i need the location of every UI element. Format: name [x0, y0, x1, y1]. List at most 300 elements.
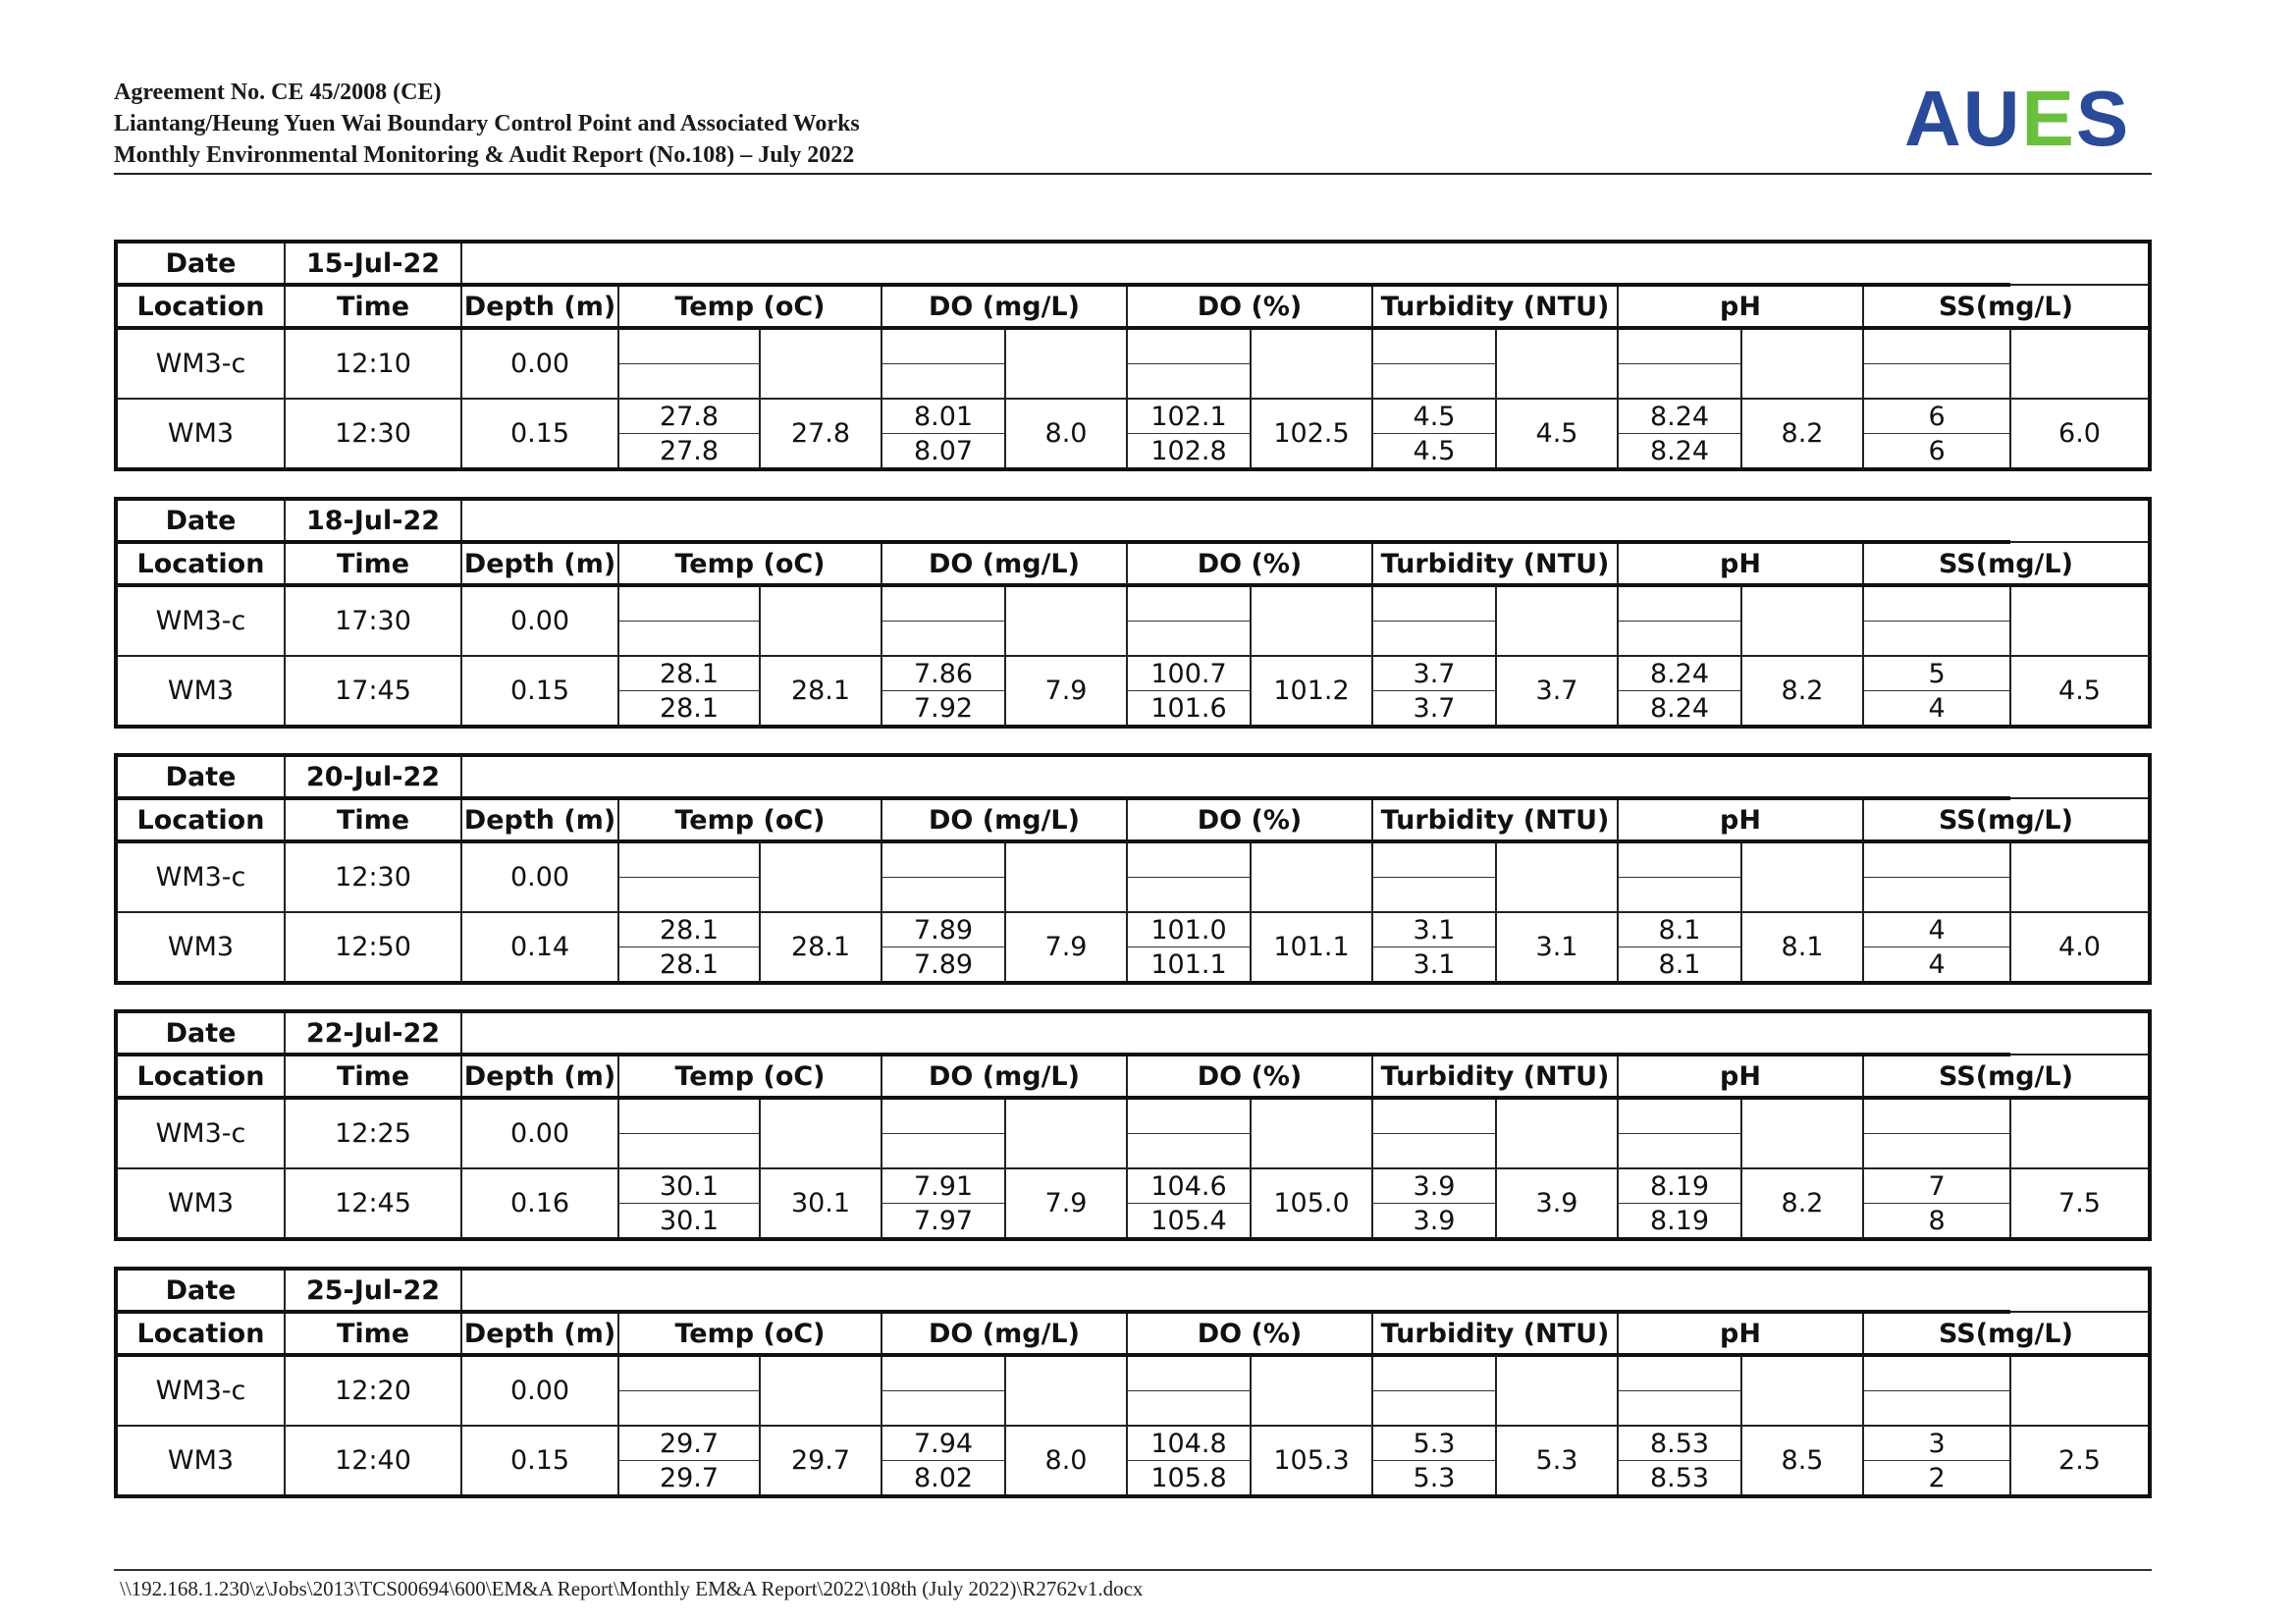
header-ss: SS(mg/L)	[1863, 285, 2150, 328]
do-pct-reading-1: 100.7	[1127, 656, 1251, 691]
date-row	[116, 499, 2150, 542]
control-depth: 0.00	[461, 328, 618, 399]
header-ph: pH	[1618, 1055, 1863, 1098]
header-location: Location	[116, 542, 285, 585]
control-ss-reading-2	[1863, 622, 2010, 657]
control-station-row	[116, 328, 2150, 364]
control-temp-reading-1	[618, 328, 760, 364]
ph-average: 8.2	[1741, 1168, 1863, 1239]
control-ss-average	[2010, 1098, 2150, 1168]
control-do-mgl-reading-1	[881, 585, 1005, 622]
temp-reading-2: 29.7	[618, 1461, 760, 1497]
monitoring-table	[114, 1009, 2152, 1241]
header-location: Location	[116, 1312, 285, 1355]
ph-average: 8.2	[1741, 656, 1863, 727]
header-turbidity: Turbidity (NTU)	[1372, 1055, 1618, 1098]
ph-reading-1: 8.1	[1618, 912, 1741, 947]
control-ph-reading-2	[1618, 878, 1741, 913]
ss-reading-2: 6	[1863, 434, 2010, 470]
header-do-pct: DO (%)	[1127, 1312, 1372, 1355]
date-value: 15-Jul-22	[285, 242, 461, 285]
control-depth: 0.00	[461, 1355, 618, 1426]
ph-average: 8.1	[1741, 912, 1863, 983]
control-ss-reading-1	[1863, 585, 2010, 622]
do-pct-reading-2: 105.4	[1127, 1204, 1251, 1240]
date-value: 25-Jul-22	[285, 1269, 461, 1312]
date-label: Date	[116, 755, 285, 798]
control-ph-average	[1741, 328, 1863, 399]
control-turbidity-reading-2	[1372, 1134, 1496, 1169]
station-time: 12:40	[285, 1426, 461, 1496]
control-station-row	[116, 585, 2150, 622]
control-temp-average	[760, 1355, 881, 1426]
header-location: Location	[116, 1055, 285, 1098]
control-do-pct-reading-2	[1127, 878, 1251, 913]
agreement-number: Agreement No. CE 45/2008 (CE)	[114, 80, 442, 105]
header-do-mgl: DO (mg/L)	[881, 542, 1127, 585]
control-turbidity-average	[1496, 1098, 1618, 1168]
control-do-pct-reading-2	[1127, 1134, 1251, 1169]
control-do-pct-reading-1	[1127, 1355, 1251, 1391]
do-mgl-average: 7.9	[1005, 1168, 1127, 1239]
do-mgl-reading-1: 7.91	[881, 1168, 1005, 1204]
control-do-pct-reading-2	[1127, 364, 1251, 400]
turbidity-reading-2: 3.7	[1372, 691, 1496, 728]
control-ss-reading-1	[1863, 328, 2010, 364]
control-do-pct-reading-1	[1127, 328, 1251, 364]
do-mgl-reading-1: 7.89	[881, 912, 1005, 947]
control-temp-reading-2	[618, 1134, 760, 1169]
column-header-row	[116, 1055, 2150, 1098]
do-pct-average: 101.2	[1251, 656, 1372, 727]
do-pct-reading-1: 102.1	[1127, 399, 1251, 434]
monitoring-table	[114, 753, 2152, 985]
do-pct-average: 105.3	[1251, 1426, 1372, 1496]
station-depth: 0.15	[461, 1426, 618, 1496]
do-mgl-reading-2: 7.89	[881, 947, 1005, 984]
header-location: Location	[116, 798, 285, 841]
date-label: Date	[116, 1269, 285, 1312]
temp-average: 29.7	[760, 1426, 881, 1496]
control-do-pct-reading-1	[1127, 1098, 1251, 1134]
date-value: 20-Jul-22	[285, 755, 461, 798]
header-depth: Depth (m)	[461, 542, 618, 585]
do-mgl-average: 8.0	[1005, 1426, 1127, 1496]
turbidity-reading-1: 3.9	[1372, 1168, 1496, 1204]
control-time: 17:30	[285, 585, 461, 656]
header-do-mgl: DO (mg/L)	[881, 285, 1127, 328]
control-ph-average	[1741, 1098, 1863, 1168]
header-temp: Temp (oC)	[618, 798, 881, 841]
ss-reading-1: 4	[1863, 912, 2010, 947]
header-do-pct: DO (%)	[1127, 285, 1372, 328]
control-temp-average	[760, 585, 881, 656]
control-ss-average	[2010, 841, 2150, 912]
control-time: 12:10	[285, 328, 461, 399]
header-ph: pH	[1618, 798, 1863, 841]
control-ss-reading-2	[1863, 878, 2010, 913]
control-temp-reading-1	[618, 841, 760, 878]
control-ph-reading-2	[1618, 364, 1741, 400]
control-turbidity-average	[1496, 328, 1618, 399]
turbidity-reading-2: 3.1	[1372, 947, 1496, 984]
header-depth: Depth (m)	[461, 1312, 618, 1355]
ss-average: 6.0	[2010, 399, 2150, 469]
ph-reading-2: 8.24	[1618, 691, 1741, 728]
control-do-pct-average	[1251, 585, 1372, 656]
ss-reading-1: 3	[1863, 1426, 2010, 1461]
ph-reading-1: 8.19	[1618, 1168, 1741, 1204]
project-title: Liantang/Heung Yuen Wai Boundary Control Point and Associated Works	[114, 111, 860, 136]
do-pct-reading-2: 101.1	[1127, 947, 1251, 984]
control-station-row	[116, 841, 2150, 878]
header-depth: Depth (m)	[461, 798, 618, 841]
control-station-row	[116, 1098, 2150, 1134]
date-row	[116, 242, 2150, 285]
control-ss-reading-1	[1863, 1355, 2010, 1391]
control-ss-reading-1	[1863, 841, 2010, 878]
do-mgl-average: 8.0	[1005, 399, 1127, 469]
header-do-pct: DO (%)	[1127, 1055, 1372, 1098]
ss-average: 7.5	[2010, 1168, 2150, 1239]
control-location: WM3-c	[116, 1355, 285, 1426]
ph-reading-1: 8.53	[1618, 1426, 1741, 1461]
date-row-blank	[461, 242, 2010, 285]
monitoring-station-row	[116, 1426, 2150, 1461]
do-pct-reading-1: 101.0	[1127, 912, 1251, 947]
do-pct-reading-2: 105.8	[1127, 1461, 1251, 1497]
monitoring-table	[114, 240, 2152, 471]
do-pct-reading-2: 101.6	[1127, 691, 1251, 728]
turbidity-reading-1: 4.5	[1372, 399, 1496, 434]
control-location: WM3-c	[116, 841, 285, 912]
monitoring-station-row	[116, 656, 2150, 691]
control-do-mgl-average	[1005, 328, 1127, 399]
temp-reading-2: 28.1	[618, 947, 760, 984]
header-ss: SS(mg/L)	[1863, 1055, 2150, 1098]
ss-reading-2: 4	[1863, 691, 2010, 728]
station-depth: 0.14	[461, 912, 618, 983]
ss-reading-2: 8	[1863, 1204, 2010, 1240]
do-mgl-reading-2: 7.92	[881, 691, 1005, 728]
control-ph-reading-1	[1618, 1098, 1741, 1134]
station-location: WM3	[116, 399, 285, 469]
date-row	[116, 755, 2150, 798]
control-location: WM3-c	[116, 1098, 285, 1168]
control-ph-reading-1	[1618, 1355, 1741, 1391]
control-ph-reading-1	[1618, 328, 1741, 364]
control-depth: 0.00	[461, 841, 618, 912]
temp-reading-2: 30.1	[618, 1204, 760, 1240]
date-value: 18-Jul-22	[285, 499, 461, 542]
control-do-pct-average	[1251, 841, 1372, 912]
header-depth: Depth (m)	[461, 285, 618, 328]
header-do-mgl: DO (mg/L)	[881, 798, 1127, 841]
ph-reading-2: 8.1	[1618, 947, 1741, 984]
control-turbidity-reading-1	[1372, 841, 1496, 878]
station-time: 12:30	[285, 399, 461, 469]
header-time: Time	[285, 1312, 461, 1355]
control-temp-reading-1	[618, 585, 760, 622]
temp-reading-2: 27.8	[618, 434, 760, 470]
control-ph-average	[1741, 1355, 1863, 1426]
date-row	[116, 1269, 2150, 1312]
control-turbidity-average	[1496, 1355, 1618, 1426]
ph-reading-1: 8.24	[1618, 399, 1741, 434]
ph-average: 8.5	[1741, 1426, 1863, 1496]
control-temp-average	[760, 1098, 881, 1168]
temp-reading-1: 27.8	[618, 399, 760, 434]
temp-reading-1: 29.7	[618, 1426, 760, 1461]
control-ss-average	[2010, 328, 2150, 399]
header-location: Location	[116, 285, 285, 328]
control-do-mgl-reading-1	[881, 1098, 1005, 1134]
do-pct-reading-1: 104.6	[1127, 1168, 1251, 1204]
control-do-pct-reading-2	[1127, 622, 1251, 657]
control-depth: 0.00	[461, 1098, 618, 1168]
control-do-mgl-reading-2	[881, 364, 1005, 400]
turbidity-reading-2: 3.9	[1372, 1204, 1496, 1240]
header-do-pct: DO (%)	[1127, 798, 1372, 841]
report-header	[114, 77, 2152, 171]
temp-reading-1: 28.1	[618, 912, 760, 947]
date-label: Date	[116, 242, 285, 285]
control-location: WM3-c	[116, 585, 285, 656]
control-turbidity-reading-1	[1372, 1355, 1496, 1391]
ss-reading-2: 4	[1863, 947, 2010, 984]
control-temp-reading-2	[618, 622, 760, 657]
ss-reading-2: 2	[1863, 1461, 2010, 1497]
control-turbidity-average	[1496, 585, 1618, 656]
ph-reading-2: 8.19	[1618, 1204, 1741, 1240]
date-label: Date	[116, 499, 285, 542]
do-pct-reading-2: 102.8	[1127, 434, 1251, 470]
station-location: WM3	[116, 1426, 285, 1496]
control-time: 12:25	[285, 1098, 461, 1168]
station-location: WM3	[116, 1168, 285, 1239]
do-mgl-reading-2: 8.02	[881, 1461, 1005, 1497]
control-depth: 0.00	[461, 585, 618, 656]
ss-average: 2.5	[2010, 1426, 2150, 1496]
header-ph: pH	[1618, 542, 1863, 585]
control-ph-reading-2	[1618, 622, 1741, 657]
control-do-pct-reading-1	[1127, 841, 1251, 878]
monitoring-table	[114, 1267, 2152, 1498]
control-turbidity-reading-2	[1372, 622, 1496, 657]
monitoring-table	[114, 497, 2152, 729]
control-turbidity-average	[1496, 841, 1618, 912]
turbidity-average: 4.5	[1496, 399, 1618, 469]
station-time: 12:50	[285, 912, 461, 983]
ss-average: 4.5	[2010, 656, 2150, 727]
control-temp-average	[760, 328, 881, 399]
header-do-mgl: DO (mg/L)	[881, 1312, 1127, 1355]
control-do-mgl-reading-2	[881, 878, 1005, 913]
station-time: 12:45	[285, 1168, 461, 1239]
header-ss: SS(mg/L)	[1863, 542, 2150, 585]
control-do-mgl-reading-1	[881, 328, 1005, 364]
do-mgl-reading-2: 8.07	[881, 434, 1005, 470]
temp-average: 28.1	[760, 912, 881, 983]
temp-reading-2: 28.1	[618, 691, 760, 728]
header-turbidity: Turbidity (NTU)	[1372, 542, 1618, 585]
turbidity-reading-1: 3.7	[1372, 656, 1496, 691]
header-ph: pH	[1618, 1312, 1863, 1355]
control-turbidity-reading-2	[1372, 364, 1496, 400]
ss-reading-1: 6	[1863, 399, 2010, 434]
control-do-mgl-reading-2	[881, 1391, 1005, 1427]
temp-average: 28.1	[760, 656, 881, 727]
ss-reading-1: 5	[1863, 656, 2010, 691]
control-do-mgl-reading-2	[881, 1134, 1005, 1169]
control-temp-reading-2	[618, 1391, 760, 1427]
do-pct-average: 101.1	[1251, 912, 1372, 983]
control-turbidity-reading-2	[1372, 1391, 1496, 1427]
ss-average: 4.0	[2010, 912, 2150, 983]
logo-part-e: E	[2021, 75, 2076, 162]
control-turbidity-reading-2	[1372, 878, 1496, 913]
monitoring-station-row	[116, 1168, 2150, 1204]
control-do-mgl-average	[1005, 585, 1127, 656]
temp-reading-1: 30.1	[618, 1168, 760, 1204]
control-ss-reading-2	[1863, 364, 2010, 400]
column-header-row	[116, 285, 2150, 328]
turbidity-reading-1: 5.3	[1372, 1426, 1496, 1461]
control-do-mgl-reading-1	[881, 841, 1005, 878]
date-row-blank	[461, 499, 2010, 542]
date-row-blank	[461, 755, 2010, 798]
do-pct-average: 105.0	[1251, 1168, 1372, 1239]
date-row	[116, 1011, 2150, 1055]
station-depth: 0.15	[461, 399, 618, 469]
header-turbidity: Turbidity (NTU)	[1372, 285, 1618, 328]
logo-part-s: S	[2075, 75, 2131, 162]
turbidity-average: 5.3	[1496, 1426, 1618, 1496]
control-ph-reading-2	[1618, 1134, 1741, 1169]
control-temp-average	[760, 841, 881, 912]
temp-reading-1: 28.1	[618, 656, 760, 691]
control-temp-reading-2	[618, 364, 760, 400]
control-do-mgl-average	[1005, 1098, 1127, 1168]
control-ph-average	[1741, 585, 1863, 656]
control-do-pct-reading-2	[1127, 1391, 1251, 1427]
do-mgl-reading-2: 7.97	[881, 1204, 1005, 1240]
control-ss-average	[2010, 585, 2150, 656]
control-ph-reading-1	[1618, 841, 1741, 878]
turbidity-average: 3.9	[1496, 1168, 1618, 1239]
control-do-mgl-average	[1005, 1355, 1127, 1426]
header-time: Time	[285, 542, 461, 585]
header-ss: SS(mg/L)	[1863, 798, 2150, 841]
station-depth: 0.15	[461, 656, 618, 727]
control-do-pct-average	[1251, 1098, 1372, 1168]
control-do-pct-reading-1	[1127, 585, 1251, 622]
column-header-row	[116, 1312, 2150, 1355]
do-pct-average: 102.5	[1251, 399, 1372, 469]
header-time: Time	[285, 1055, 461, 1098]
control-station-row	[116, 1355, 2150, 1391]
turbidity-reading-2: 5.3	[1372, 1461, 1496, 1497]
station-location: WM3	[116, 656, 285, 727]
header-temp: Temp (oC)	[618, 1055, 881, 1098]
temp-average: 27.8	[760, 399, 881, 469]
turbidity-average: 3.1	[1496, 912, 1618, 983]
control-temp-reading-2	[618, 878, 760, 913]
control-ss-reading-2	[1863, 1134, 2010, 1169]
control-turbidity-reading-1	[1372, 1098, 1496, 1134]
control-do-pct-average	[1251, 328, 1372, 399]
control-turbidity-reading-1	[1372, 328, 1496, 364]
control-ph-reading-1	[1618, 585, 1741, 622]
do-mgl-reading-1: 7.94	[881, 1426, 1005, 1461]
control-location: WM3-c	[116, 328, 285, 399]
control-do-mgl-reading-2	[881, 622, 1005, 657]
station-location: WM3	[116, 912, 285, 983]
header-temp: Temp (oC)	[618, 542, 881, 585]
turbidity-average: 3.7	[1496, 656, 1618, 727]
do-mgl-reading-1: 7.86	[881, 656, 1005, 691]
header-temp: Temp (oC)	[618, 1312, 881, 1355]
turbidity-reading-1: 3.1	[1372, 912, 1496, 947]
control-do-pct-average	[1251, 1355, 1372, 1426]
file-path-footer: \\192.168.1.230\z\Jobs\2013\TCS00694\600\EM&A Report\Monthly EM&A Report\2022\108th (July 2022)\R2762v1.docx	[120, 1577, 1144, 1600]
report-title: Monthly Environmental Monitoring & Audit Report (No.108) – July 2022	[114, 142, 855, 168]
control-turbidity-reading-1	[1372, 585, 1496, 622]
do-mgl-reading-1: 8.01	[881, 399, 1005, 434]
control-ph-average	[1741, 841, 1863, 912]
header-time: Time	[285, 285, 461, 328]
ph-reading-2: 8.53	[1618, 1461, 1741, 1497]
ph-reading-2: 8.24	[1618, 434, 1741, 470]
header-do-pct: DO (%)	[1127, 542, 1372, 585]
date-value: 22-Jul-22	[285, 1011, 461, 1055]
date-row-blank	[461, 1011, 2010, 1055]
header-time: Time	[285, 798, 461, 841]
header-turbidity: Turbidity (NTU)	[1372, 1312, 1618, 1355]
ph-reading-1: 8.24	[1618, 656, 1741, 691]
footer-divider	[114, 1569, 2152, 1571]
turbidity-reading-2: 4.5	[1372, 434, 1496, 470]
header-turbidity: Turbidity (NTU)	[1372, 798, 1618, 841]
column-header-row	[116, 798, 2150, 841]
do-mgl-average: 7.9	[1005, 912, 1127, 983]
station-depth: 0.16	[461, 1168, 618, 1239]
header-ph: pH	[1618, 285, 1863, 328]
date-row-blank	[461, 1269, 2010, 1312]
header-ss: SS(mg/L)	[1863, 1312, 2150, 1355]
monitoring-station-row	[116, 912, 2150, 947]
control-do-mgl-reading-1	[881, 1355, 1005, 1391]
monitoring-station-row	[116, 399, 2150, 434]
control-ss-reading-2	[1863, 1391, 2010, 1427]
control-temp-reading-1	[618, 1355, 760, 1391]
control-ph-reading-2	[1618, 1391, 1741, 1427]
control-time: 12:20	[285, 1355, 461, 1426]
station-time: 17:45	[285, 656, 461, 727]
header-depth: Depth (m)	[461, 1055, 618, 1098]
date-label: Date	[116, 1011, 285, 1055]
control-ss-average	[2010, 1355, 2150, 1426]
aues-logo	[1904, 75, 2130, 163]
logo-part-au: AU	[1904, 75, 2022, 162]
column-header-row	[116, 542, 2150, 585]
control-do-mgl-average	[1005, 841, 1127, 912]
ss-reading-1: 7	[1863, 1168, 2010, 1204]
control-time: 12:30	[285, 841, 461, 912]
control-temp-reading-1	[618, 1098, 760, 1134]
control-ss-reading-1	[1863, 1098, 2010, 1134]
header-do-mgl: DO (mg/L)	[881, 1055, 1127, 1098]
